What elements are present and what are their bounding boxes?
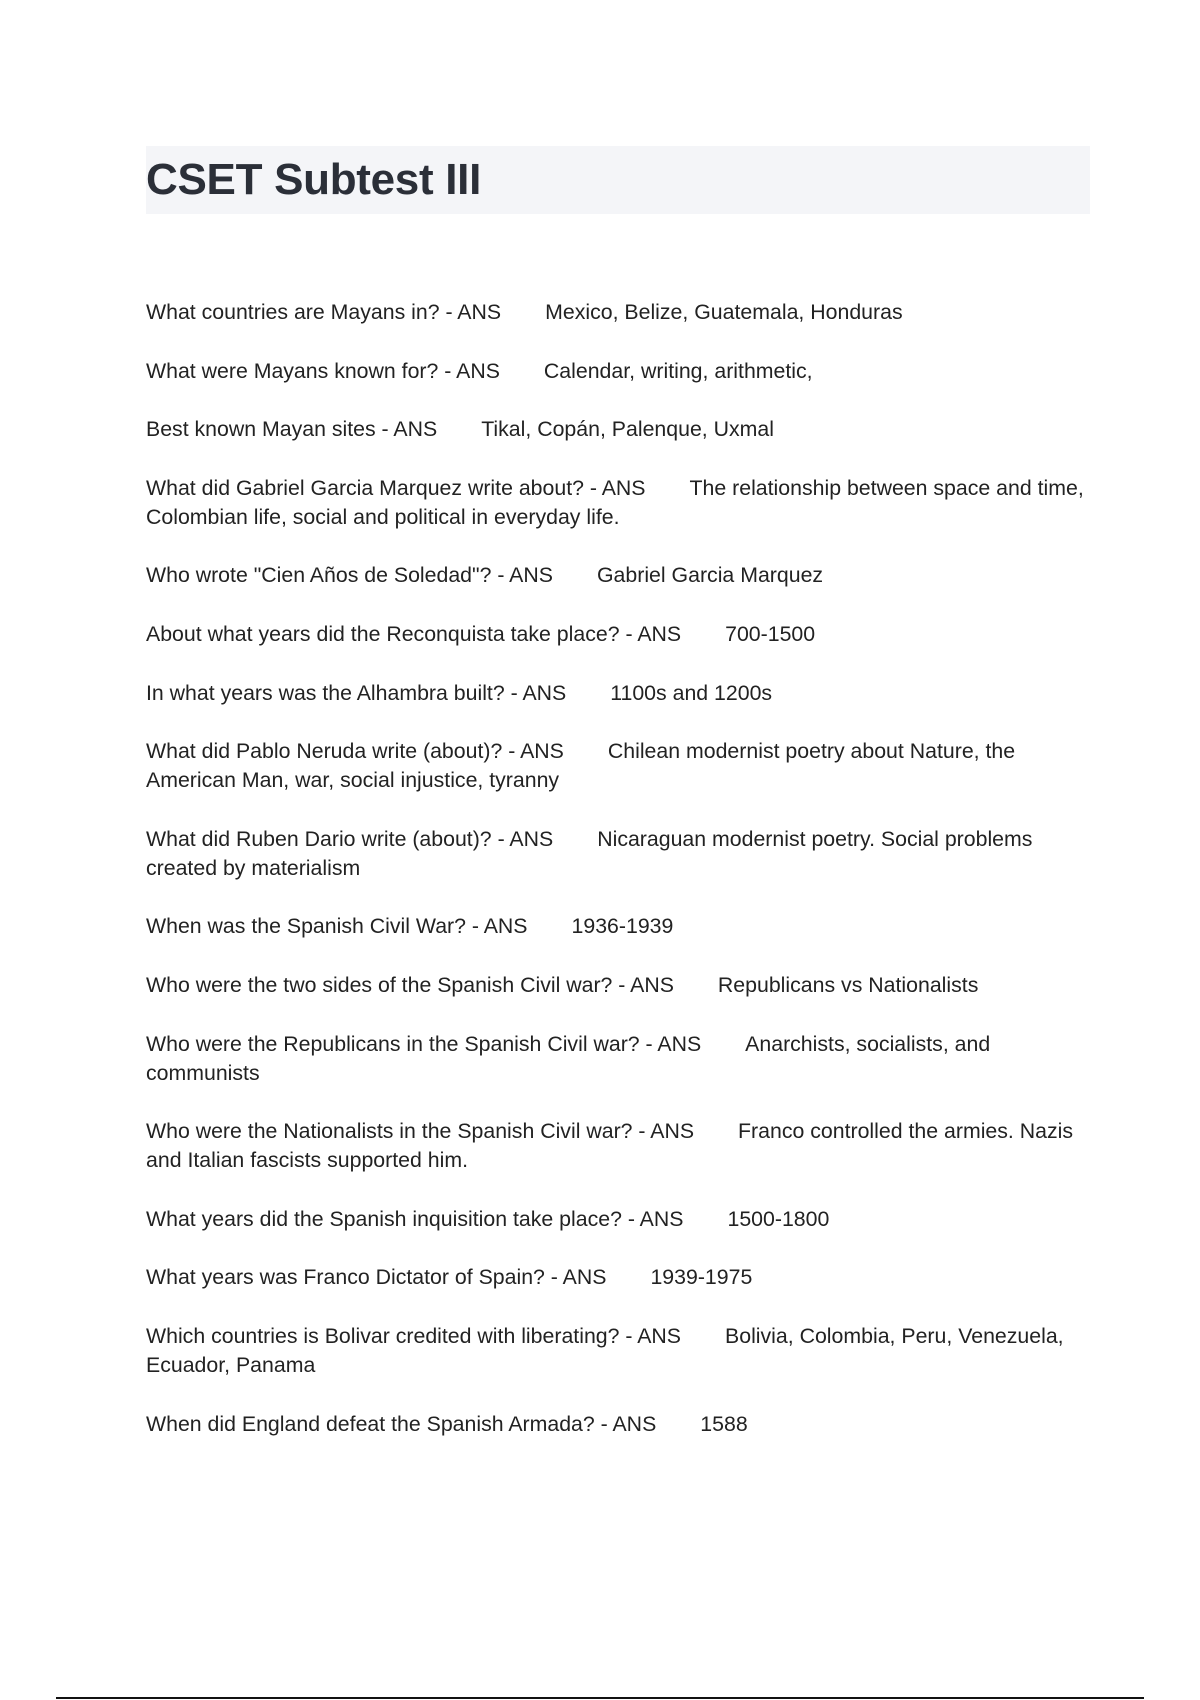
page-title: CSET Subtest III — [146, 155, 482, 204]
answer: 700-1500 — [725, 621, 816, 646]
qa-item — [146, 561, 1090, 590]
question: What countries are Mayans in? - ANS — [146, 300, 502, 324]
question: Who were the Republicans in the Spanish Civil war? - ANS — [146, 1031, 702, 1056]
question: When did England defeat the Spanish Armada? - ANS — [146, 1411, 657, 1436]
answer: 1939-1975 — [650, 1265, 753, 1290]
qa-item — [146, 1263, 1090, 1292]
qa-item — [146, 912, 1090, 941]
answer: The relationship between space and time, Colombian life, social and political in everyday life. — [146, 475, 1084, 529]
answer: 1100s and 1200s — [610, 680, 773, 705]
answer: 1500-1800 — [727, 1206, 830, 1231]
answer: Chilean modernist poetry about Nature, the American Man, war, social injustice, tyranny — [146, 739, 1016, 793]
footer-divider — [56, 1697, 1144, 1699]
question: What did Ruben Dario write (about)? - ANS — [146, 826, 554, 851]
question: Which countries is Bolivar credited with liberating? - ANS — [146, 1323, 682, 1348]
qa-item — [146, 1322, 1090, 1380]
answer: Republicans vs Nationalists — [717, 972, 979, 997]
question: In what years was the Alhambra built? - ANS — [146, 680, 567, 705]
question: Who were the Nationalists in the Spanish Civil war? - ANS — [146, 1119, 695, 1144]
answer: Bolivia, Colombia, Peru, Venezuela, Ecuador, Panama — [146, 1323, 1064, 1377]
qa-item — [146, 474, 1090, 532]
answer: Mexico, Belize, Guatemala, Honduras — [545, 300, 903, 324]
question: What did Gabriel Garcia Marquez write about? - ANS — [146, 475, 646, 500]
qa-item — [146, 1117, 1090, 1175]
qa-item — [146, 298, 1090, 327]
question: What years was Franco Dictator of Spain? - ANS — [146, 1265, 607, 1290]
answer: Anarchists, socialists, and communists — [146, 1031, 991, 1085]
question: Best known Mayan sites - ANS — [146, 417, 438, 442]
qa-item — [146, 679, 1090, 708]
question: Who were the two sides of the Spanish Civil war? - ANS — [146, 972, 674, 997]
question: Who wrote "Cien Años de Soledad"? - ANS — [146, 563, 553, 588]
answer: Calendar, writing, arithmetic, — [543, 358, 813, 383]
answer: Nicaraguan modernist poetry. Social problems created by materialism — [146, 826, 1033, 880]
question: About what years did the Reconquista take place? - ANS — [146, 621, 682, 646]
question: What did Pablo Neruda write (about)? - ANS — [146, 739, 564, 764]
qa-item — [146, 825, 1090, 883]
qa-item — [146, 357, 1090, 386]
answer: Franco controlled the armies. Nazis and Italian fascists supported him. — [146, 1119, 1074, 1173]
title-band — [146, 146, 1090, 214]
qa-item — [146, 620, 1090, 649]
qa-item — [146, 971, 1090, 1000]
qa-item — [146, 737, 1090, 795]
answer: Tikal, Copán, Palenque, Uxmal — [481, 417, 774, 442]
qa-item — [146, 1030, 1090, 1088]
qa-item — [146, 1205, 1090, 1234]
question: When was the Spanish Civil War? - ANS — [146, 914, 528, 939]
qa-list — [146, 298, 1090, 1468]
qa-item — [146, 415, 1090, 444]
answer: 1936-1939 — [571, 914, 674, 939]
answer: 1588 — [700, 1411, 748, 1436]
qa-item — [146, 1410, 1090, 1439]
question: What were Mayans known for? - ANS — [146, 358, 500, 383]
question: What years did the Spanish inquisition take place? - ANS — [146, 1206, 684, 1231]
answer: Gabriel Garcia Marquez — [596, 563, 824, 588]
